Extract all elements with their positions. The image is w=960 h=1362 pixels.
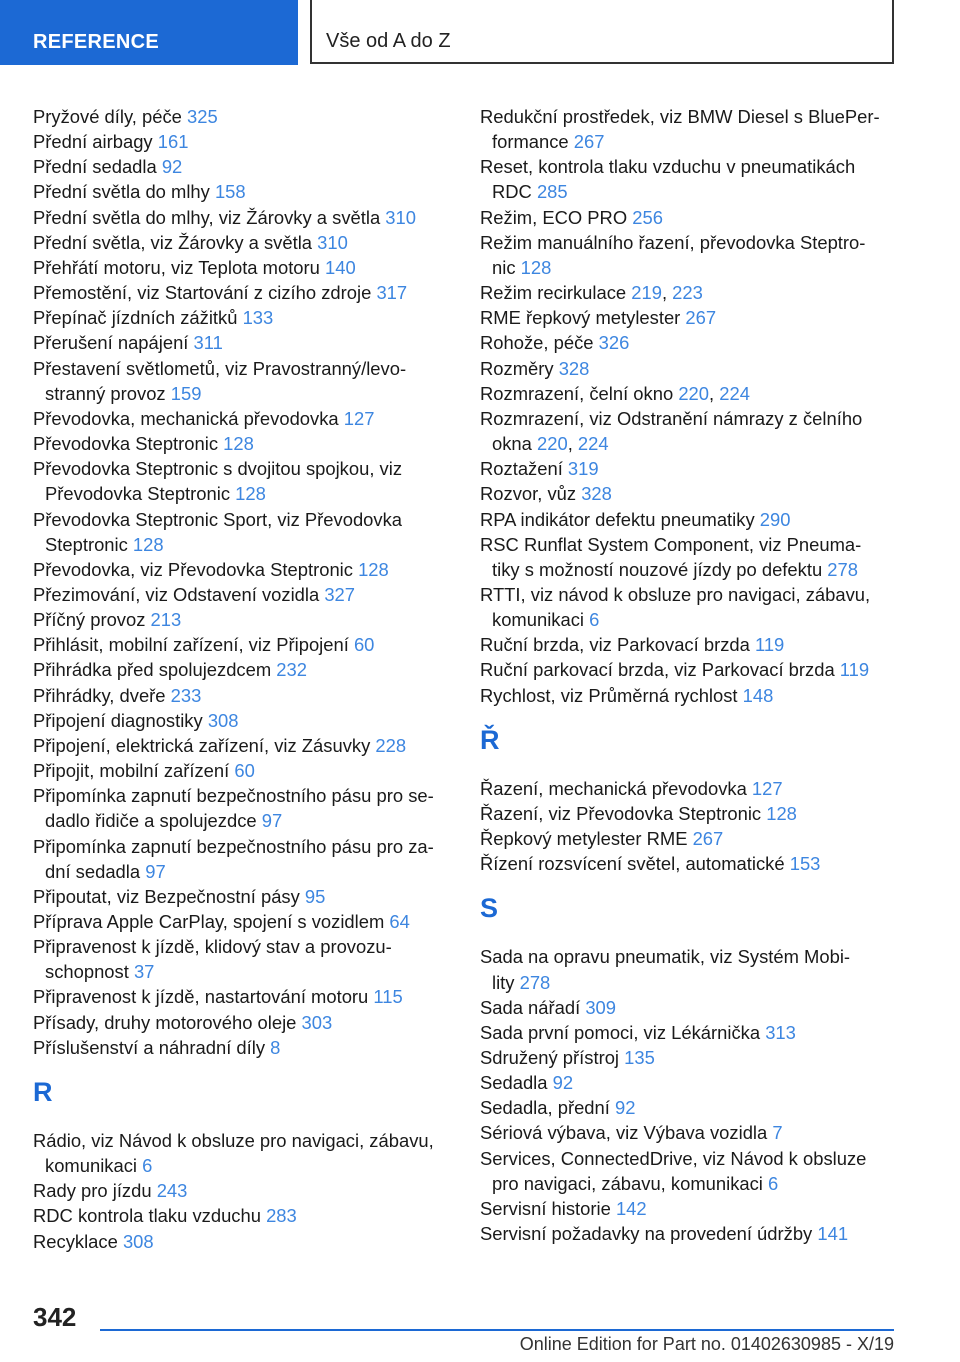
index-entry (480, 154, 900, 204)
index-entry (33, 280, 453, 305)
index-entry (480, 406, 900, 456)
page-ref-link[interactable]: 6 (589, 609, 600, 631)
index-entry (480, 507, 900, 532)
entry-text: Ruční brzda, viz Parkovací brzda (480, 634, 755, 656)
page-ref-link[interactable]: 267 (685, 307, 717, 329)
page-ref-link[interactable]: 141 (817, 1223, 849, 1245)
entry-text: Redukční prostředek, viz BMW Diesel s BluePer- (480, 106, 880, 127)
page-ref-link[interactable]: 127 (751, 777, 783, 799)
entry-text-continued: nic (492, 256, 521, 278)
page-ref-link[interactable]: 283 (266, 1205, 297, 1227)
page-ref-link[interactable]: 228 (375, 734, 407, 756)
header-title-box (310, 0, 894, 64)
entry-text: Servisní požadavky na provedení údržby (480, 1223, 818, 1245)
index-column-right (480, 104, 900, 1246)
entry-text: Přehřátí motoru, viz Teplota motoru (33, 256, 325, 278)
page-ref-link[interactable]: 224 (577, 433, 609, 455)
index-entry (480, 683, 900, 708)
page-ref-link[interactable]: 148 (742, 684, 774, 706)
index-entry (480, 205, 900, 230)
page-ref-link[interactable]: 328 (558, 357, 590, 379)
entry-text: Připomínka zapnutí bezpečnostního pásu pro se- (33, 785, 434, 807)
index-entry (33, 657, 453, 682)
index-entry (33, 1229, 453, 1254)
page-ref-link[interactable]: 223 (672, 282, 703, 304)
page-ref-link[interactable]: 220 (537, 433, 568, 455)
edition-footer: Online Edition for Part no. 01402630985 - X/19 (519, 1334, 894, 1354)
entry-text: RSC Runflat System Component, viz Pneuma- (480, 533, 862, 555)
page-ref-link[interactable]: 128 (520, 256, 552, 278)
entry-text-continued: komunikaci (492, 609, 590, 631)
entry-text: Sdružený přístroj (480, 1047, 625, 1068)
entry-text-continued: dní sedadla (45, 860, 146, 882)
page-ref-link[interactable]: 119 (754, 634, 785, 656)
index-entry (480, 801, 900, 826)
page-ref-link[interactable]: 127 (343, 407, 375, 429)
index-entry (480, 305, 900, 330)
index-entry (33, 205, 453, 230)
page-ref-link[interactable]: 278 (519, 971, 551, 993)
index-entry (33, 431, 453, 456)
page-ref-link[interactable]: 7 (772, 1122, 783, 1144)
index-entry (33, 1128, 453, 1178)
index-entry (33, 557, 453, 582)
entry-text: Přihrádka před spolujezdcem (33, 659, 277, 681)
page-ref-separator: , (709, 382, 720, 404)
index-entry (480, 776, 900, 801)
index-entry (480, 657, 900, 682)
entry-text-continued: RDC (492, 181, 537, 203)
entry-text: Režim, ECO PRO (480, 206, 633, 228)
page-ref-link[interactable]: 92 (552, 1072, 574, 1094)
page-ref-link[interactable]: 309 (585, 996, 617, 1018)
page-ref-link[interactable]: 140 (325, 256, 356, 278)
entry-text: Řazení, mechanická převodovka (480, 777, 752, 799)
page-ref-link[interactable]: 310 (385, 206, 416, 228)
entry-text: Ruční parkovací brzda, viz Parkovací brzda (480, 659, 840, 681)
page-ref-link[interactable]: 92 (161, 156, 183, 178)
entry-text: Sériová výbava, viz Výbava vozidla (480, 1122, 773, 1144)
index-column-left (33, 104, 453, 1254)
page-ref-link[interactable]: 213 (150, 609, 182, 631)
index-entry (480, 230, 900, 280)
entry-text: Přísady, druhy motorového oleje (33, 1011, 302, 1033)
entry-text: Režim manuálního řazení, převodovka Steptro- (480, 231, 866, 253)
page-ref-link[interactable]: 308 (207, 709, 239, 731)
entry-text: Přihlásit, mobilní zařízení, viz Připojení (33, 634, 354, 656)
entry-text: Přední světla do mlhy (33, 181, 215, 203)
section-letter: S (480, 893, 499, 924)
index-entry (33, 179, 453, 204)
index-entry (33, 884, 453, 909)
page-ref-link[interactable]: 327 (324, 583, 355, 605)
page-ref-link[interactable]: 311 (193, 332, 223, 354)
page-ref-link[interactable]: 92 (614, 1097, 636, 1119)
page-ref-link[interactable]: 256 (632, 206, 663, 228)
entry-text: Přihrádky, dveře (33, 684, 171, 706)
entry-text: Převodovka Steptronic (33, 433, 224, 455)
index-entry (480, 944, 900, 994)
entry-text: Sada nářadí (480, 996, 586, 1018)
entry-text: Řepkový metylester RME (480, 828, 693, 850)
page-ref-link[interactable]: 233 (170, 684, 202, 706)
entry-text: Připravenost k jízdě, nastartování motoru (33, 986, 374, 1008)
index-entry (33, 1203, 453, 1228)
page-ref-link[interactable]: 6 (768, 1172, 779, 1194)
page-ref-link[interactable]: 128 (235, 483, 266, 505)
page-ref-link[interactable]: 219 (631, 282, 662, 304)
index-entry (33, 607, 453, 632)
page-ref-link[interactable]: 97 (261, 810, 283, 832)
page-number: 342 (33, 1302, 77, 1332)
entry-text: Připomínka zapnutí bezpečnostního pásu pro za- (33, 835, 434, 857)
page-ref-link[interactable]: 285 (536, 181, 568, 203)
index-entry (33, 330, 453, 355)
entry-text: Rozmrazení, čelní okno (480, 382, 679, 404)
entry-text: RTTI, viz návod k obsluze pro navigaci, zábavu, (480, 583, 871, 605)
page-ref-link[interactable]: 224 (719, 382, 750, 404)
page-ref-link[interactable]: 60 (234, 760, 255, 782)
section-letter: Ř (480, 724, 500, 755)
page-ref-link[interactable]: 267 (692, 828, 724, 850)
index-entry (480, 851, 900, 876)
page-ref-link[interactable]: 232 (276, 659, 307, 681)
entry-text: Řazení, viz Převodovka Steptronic (480, 802, 767, 824)
page-ref-link[interactable]: 308 (122, 1230, 154, 1252)
entry-text: Sedadla, přední (480, 1097, 615, 1119)
entry-text: Přestavení světlometů, viz Pravostranný/levo- (33, 357, 407, 379)
entry-text-continued: komunikaci (45, 1155, 143, 1177)
entry-text: Rady pro jízdu (33, 1180, 157, 1202)
index-entry (480, 280, 900, 305)
footer-divider (100, 1329, 894, 1331)
page-ref-link[interactable]: 115 (373, 986, 403, 1008)
entry-text-continued: stranný provoz (45, 382, 171, 404)
entry-text: Připravenost k jízdě, klidový stav a provozu- (33, 936, 392, 958)
entry-text: Rozvor, vůz (480, 483, 582, 505)
entry-text: Sada na opravu pneumatik, viz Systém Mobi- (480, 946, 851, 968)
page-ref-link[interactable]: 97 (145, 860, 166, 882)
index-entry (480, 1146, 900, 1196)
index-entry (33, 356, 453, 406)
entry-text: Připojení, elektrická zařízení, viz Zásuvky (33, 734, 376, 756)
entry-text: Sedadla (480, 1072, 553, 1094)
page-ref-link[interactable]: 142 (615, 1197, 647, 1219)
index-entry (33, 456, 453, 506)
index-entry (33, 582, 453, 607)
entry-text: Recyklace (33, 1230, 123, 1252)
entry-text: Režim recirkulace (480, 282, 632, 304)
page-ref-link[interactable]: 319 (567, 458, 599, 480)
index-entry (33, 406, 453, 431)
entry-text: Přepínač jízdních zážitků (33, 307, 243, 329)
page-ref-link[interactable]: 128 (132, 533, 164, 555)
entry-text: Rozměry (480, 357, 559, 379)
index-entry (33, 632, 453, 657)
page-title: Vše od A do Z (326, 30, 451, 52)
index-entry (33, 1035, 453, 1060)
index-entry (480, 1120, 900, 1145)
entry-text: Přezimování, viz Odstavení vozidla (33, 583, 325, 605)
page-ref-link[interactable]: 6 (142, 1155, 153, 1177)
index-entry (33, 783, 453, 833)
index-entry (33, 230, 453, 255)
index-entry (480, 104, 900, 154)
index-entry (33, 733, 453, 758)
page-ref-link[interactable]: 60 (353, 634, 375, 656)
index-entry (33, 758, 453, 783)
index-entry (480, 582, 900, 632)
page-ref-link[interactable]: 267 (573, 131, 605, 153)
entry-text: Převodovka, mechanická převodovka (33, 407, 344, 429)
entry-text-continued: tiky s možností nouzové jízdy po defektu (492, 558, 828, 580)
page-ref-link[interactable]: 133 (242, 307, 274, 329)
section-tab (0, 0, 298, 65)
entry-text: Řízení rozsvícení světel, automatické (480, 853, 790, 875)
entry-text-continued: Steptronic (45, 533, 133, 555)
page-ref-link[interactable]: 95 (304, 885, 326, 907)
entry-text: Services, ConnectedDrive, viz Návod k obsluze (480, 1147, 867, 1169)
entry-text: Příslušenství a náhradní díly (33, 1036, 271, 1058)
entry-text: Přední sedadla (33, 156, 162, 178)
entry-text: Převodovka, viz Převodovka Steptronic (33, 558, 359, 580)
entry-text: RME řepkový metylester (480, 307, 686, 329)
index-entry (33, 255, 453, 280)
page-ref-link[interactable]: 313 (765, 1021, 796, 1043)
section-label: REFERENCE (33, 31, 160, 53)
index-entry (480, 356, 900, 381)
page-ref-link[interactable]: 161 (157, 131, 189, 153)
index-entry (480, 632, 900, 657)
page-ref-separator: , (567, 433, 578, 455)
page-ref-link[interactable]: 220 (678, 382, 709, 404)
entry-text: Přední airbagy (33, 131, 158, 153)
page-ref-link[interactable]: 153 (789, 853, 821, 875)
page-ref-link[interactable]: 328 (581, 483, 612, 505)
page-ref-link[interactable]: 64 (389, 911, 410, 932)
page-ref-link[interactable]: 310 (317, 231, 348, 253)
page-ref-link[interactable]: 326 (598, 332, 630, 354)
entry-text: Příprava Apple CarPlay, spojení s vozidlem (33, 911, 390, 932)
index-entry (33, 1178, 453, 1203)
page-ref-link[interactable]: 317 (376, 282, 408, 304)
index-entry (480, 1221, 900, 1246)
index-entry (480, 1045, 900, 1070)
page-ref-link[interactable]: 128 (358, 558, 389, 580)
entry-text: Reset, kontrola tlaku vzduchu v pneumatikách (480, 156, 856, 178)
index-entry (480, 456, 900, 481)
entry-text: Rozmrazení, viz Odstranění námrazy z čelního (480, 407, 863, 429)
index-entry (480, 1020, 900, 1045)
entry-text-continued: schopnost (45, 961, 134, 983)
index-entry (33, 507, 453, 557)
entry-text: Roztažení (480, 458, 568, 480)
page-ref-link[interactable]: 158 (214, 181, 246, 203)
page-ref-link[interactable]: 37 (133, 961, 155, 983)
index-entry (33, 834, 453, 884)
entry-text: RDC kontrola tlaku vzduchu (33, 1205, 267, 1227)
entry-text: Převodovka Steptronic Sport, viz Převodovka (33, 508, 403, 530)
entry-text: Rádio, viz Návod k obsluze pro navigaci, zábavu, (33, 1129, 434, 1151)
index-entry (33, 909, 453, 934)
entry-text: Přední světla do mlhy, viz Žárovky a světla (33, 206, 386, 228)
index-entry (33, 708, 453, 733)
index-entry (33, 1010, 453, 1035)
page-ref-link[interactable]: 8 (270, 1036, 281, 1058)
page-ref-separator: , (661, 282, 673, 304)
index-entry (33, 154, 453, 179)
entry-text: Připojení diagnostiky (33, 709, 208, 731)
entry-text-continued: pro navigaci, zábavu, komunikaci (492, 1172, 769, 1194)
index-entry (33, 129, 453, 154)
entry-text: RPA indikátor defektu pneumatiky (480, 508, 760, 530)
index-entry (480, 532, 900, 582)
index-entry (33, 305, 453, 330)
page-ref-link[interactable]: 303 (301, 1011, 333, 1033)
index-entry (33, 984, 453, 1009)
page-ref-link[interactable]: 159 (170, 382, 202, 404)
page-ref-link[interactable]: 128 (223, 433, 254, 455)
index-entry (480, 1196, 900, 1221)
entry-text: Přerušení napájení (33, 332, 194, 354)
index-entry (33, 683, 453, 708)
page-ref-link[interactable]: 128 (766, 802, 797, 824)
index-entry (480, 995, 900, 1020)
entry-text: Příčný provoz (33, 609, 151, 631)
index-entry (480, 381, 900, 406)
entry-text-continued: dadlo řidiče a spolujezdce (45, 810, 262, 832)
index-entry (480, 1070, 900, 1095)
entry-text-continued: Převodovka Steptronic (45, 483, 236, 505)
entry-text: Rychlost, viz Průměrná rychlost (480, 684, 743, 706)
entry-text: Pryžové díly, péče (33, 106, 188, 127)
entry-text-continued: okna (492, 433, 537, 455)
entry-text: Rohože, péče (480, 332, 599, 354)
entry-text: Přední světla, viz Žárovky a světla (33, 231, 318, 253)
entry-text: Servisní historie (480, 1197, 616, 1219)
index-entry (480, 1095, 900, 1120)
index-entry (480, 481, 900, 506)
entry-text-continued: formance (492, 131, 574, 153)
index-entry (480, 330, 900, 355)
index-entry (480, 826, 900, 851)
entry-text: Připoutat, viz Bezpečnostní pásy (33, 885, 305, 907)
page-ref-link[interactable]: 290 (759, 508, 791, 530)
section-letter: R (33, 1076, 53, 1107)
page-ref-link[interactable]: 119 (839, 659, 870, 681)
entry-text-continued: lity (492, 971, 520, 993)
page-ref-link[interactable]: 325 (187, 106, 218, 127)
entry-text: Připojit, mobilní zařízení (33, 760, 235, 782)
page-ref-link[interactable]: 278 (827, 558, 858, 580)
entry-text: Převodovka Steptronic s dvojitou spojkou, viz (33, 458, 403, 480)
index-entry (33, 104, 453, 129)
entry-text: Sada první pomoci, viz Lékárnička (480, 1021, 766, 1043)
entry-text: Přemostění, viz Startování z cizího zdroje (33, 282, 377, 304)
page-ref-link[interactable]: 243 (156, 1180, 188, 1202)
index-entry (33, 934, 453, 984)
page-ref-link[interactable]: 135 (624, 1047, 655, 1068)
